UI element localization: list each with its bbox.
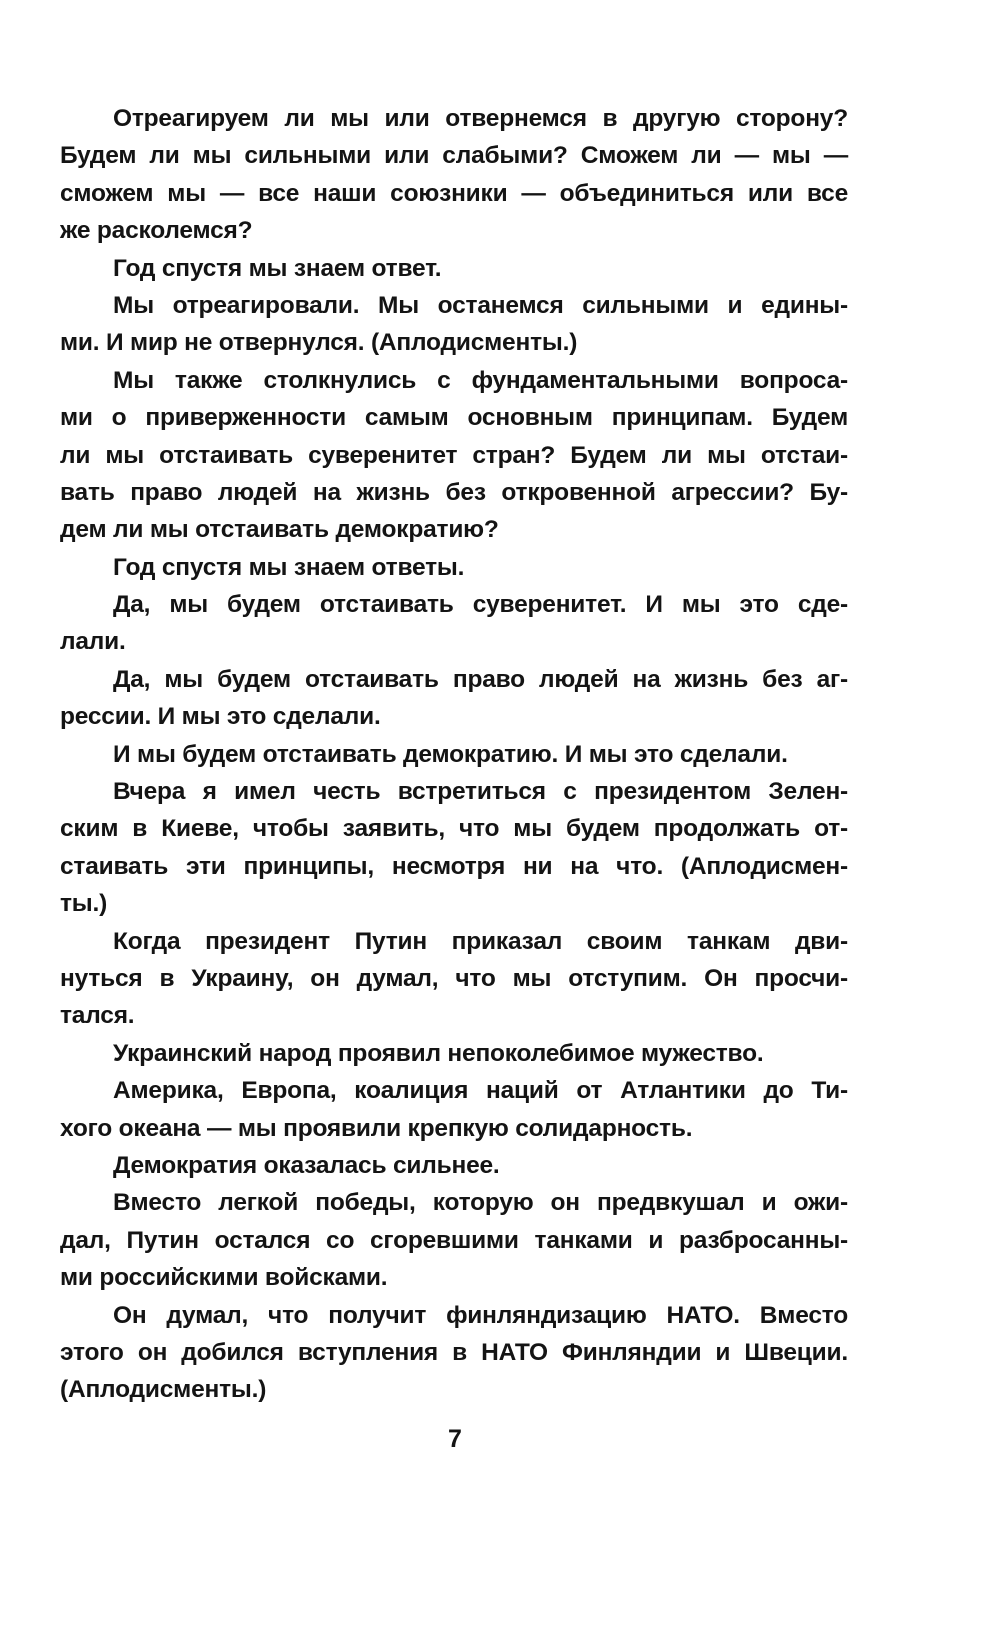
text-line: Будем ли мы сильными или слабыми? Сможем ли — мы — — [60, 142, 848, 170]
text-line: рессии. И мы это сделали. — [60, 703, 381, 731]
text-line: Да, мы будем отстаивать право людей на жизнь без аг- — [113, 665, 848, 693]
text-line: Украинский народ проявил непоколебимое мужество. — [113, 1039, 764, 1067]
text-line: ми. И мир не отвернулся. (Аплодисменты.) — [60, 329, 578, 357]
text-line: же расколемся? — [60, 217, 253, 245]
text-line: Демократия оказалась сильнее. — [113, 1151, 500, 1179]
text-line: ми российскими войсками. — [60, 1264, 388, 1292]
text-line: Мы отреагировали. Мы останемся сильными и едины- — [113, 291, 848, 319]
text-line: стаивать эти принципы, несмотря ни на что. (Аплодисмен- — [60, 852, 848, 880]
text-line: (Аплодисменты.) — [60, 1376, 267, 1404]
page-number: 7 — [448, 1425, 462, 1453]
text-line: Америка, Европа, коалиция наций от Атлантики до Ти- — [113, 1077, 848, 1105]
page-body-text — [60, 100, 848, 1409]
text-line: сможем мы — все наши союзники — объединиться или все — [60, 179, 848, 207]
text-line: Отреагируем ли мы или отвернемся в другую сторону? — [113, 105, 848, 132]
text-line: Мы также столкнулись с фундаментальными вопроса- — [113, 366, 848, 394]
text-line: дем ли мы отстаивать демократию? — [60, 516, 499, 544]
text-line: ским в Киеве, чтобы заявить, что мы будем продолжать от- — [60, 815, 848, 843]
text-line: Он думал, что получит финляндизацию НАТО. Вместо — [113, 1301, 848, 1329]
text-line: тался. — [60, 1002, 135, 1030]
text-line: Год спустя мы знаем ответы. — [113, 553, 465, 581]
text-line: дал, Путин остался со сгоревшими танками и разбросанны- — [60, 1226, 848, 1254]
text-line: вать право людей на жизнь без откровенной агрессии? Бу- — [60, 478, 848, 506]
text-line: этого он добился вступления в НАТО Финляндии и Швеции. — [60, 1338, 848, 1366]
text-line: ми о приверженности самым основным принципам. Будем — [60, 404, 848, 432]
text-line: лали. — [60, 628, 126, 656]
text-line: Вчера я имел честь встретиться с президентом Зелен- — [113, 778, 848, 806]
text-line: Год спустя мы знаем ответ. — [113, 254, 442, 282]
text-line: ли мы отстаивать суверенитет стран? Будем ли мы отстаи- — [60, 441, 848, 469]
text-line: хого океана — мы проявили крепкую солидарность. — [60, 1114, 693, 1142]
text-line: ты.) — [60, 890, 108, 918]
text-line: И мы будем отстаивать демократию. И мы это сделали. — [113, 740, 788, 768]
text-line: нуться в Украину, он думал, что мы отступим. Он просчи- — [60, 964, 848, 992]
text-line: Вместо легкой победы, которую он предвкушал и ожи- — [113, 1189, 848, 1217]
text-line: Да, мы будем отстаивать суверенитет. И мы это сде- — [113, 591, 848, 619]
text-line: Когда президент Путин приказал своим танкам дви- — [113, 927, 848, 955]
